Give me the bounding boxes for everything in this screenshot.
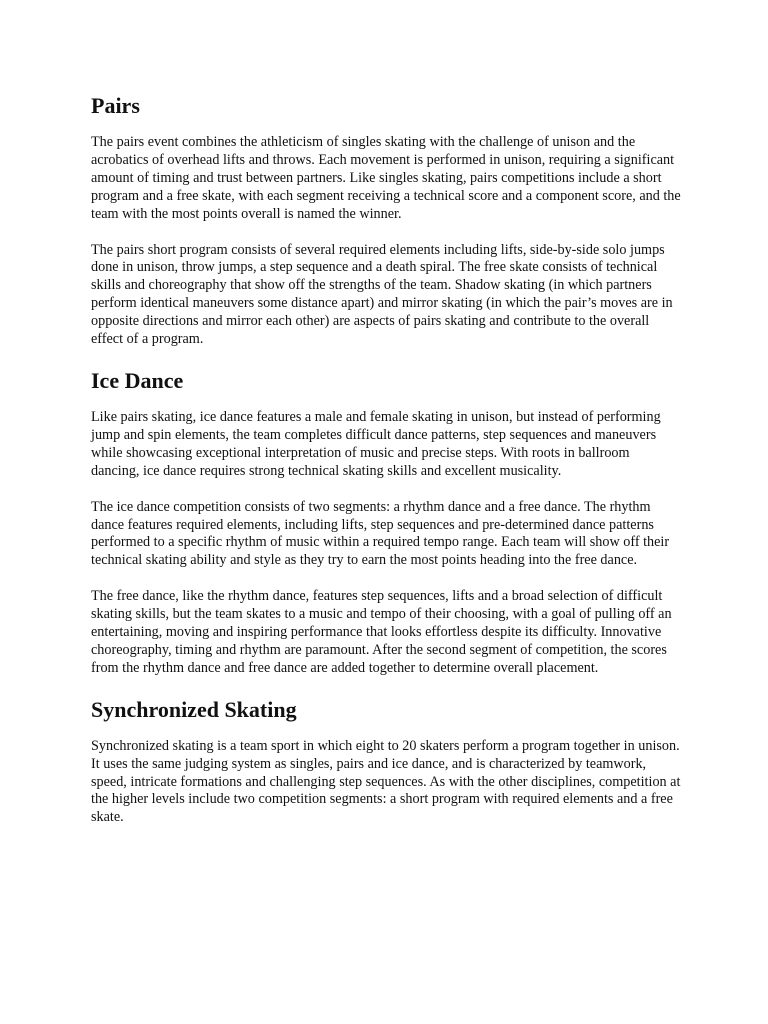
paragraph: The pairs short program consists of several required elements including lifts, side-by-side solo jumps done in unison, throw jumps, a step sequence and a death spiral. The free skate consists of technical skills and choreography that show off the strengths of the team. Shadow skating (in which partners perform identical maneuvers some distance apart) and mirror skating (in which the pair’s moves are in opposite directions and mirror each other) are aspects of pairs skating and contribute to the overall effect of a program. [91,241,673,348]
paragraph: The free dance, like the rhythm dance, features step sequences, lifts and a broad selection of difficult skating skills, but the team skates to a music and tempo of their choosing, with a goal of pulling off an entertaining, moving and inspiring performance that looks effortless despite its difficulty. Innovative choreography, timing and rhythm are paramount. After the second segment of competition, the scores from the rhythm dance and free dance are added together to determine overall placement. [91,588,672,676]
section-heading-ice-dance: Ice Dance [91,367,184,393]
section-heading-synchronized-skating: Synchronized Skating [91,696,297,722]
section-pairs [91,92,681,349]
paragraph: Like pairs skating, ice dance features a male and female skating in unison, but instead of performing jump and spin elements, the team completes difficult dance patterns, step sequences and maneuvers while showcasing exceptional interpretation of music and precise steps. With roots in ballroom dancing, ice dance requires strong technical skating skills and excellent musicality. [91,408,661,479]
section-synchronized-skating [91,696,681,828]
paragraph: Synchronized skating is a team sport in which eight to 20 skaters perform a program together in unison. It uses the same judging system as singles, pairs and ice dance, and is characterized by teamwork, speed, intricate formations and challenging step sequences. As with the other disciplines, competition at the higher levels include two competition segments: a short program with required elements and a free skate. [91,737,681,826]
section-heading-pairs: Pairs [91,93,140,118]
section-ice-dance [91,367,681,678]
paragraph: The pairs event combines the athleticism of singles skating with the challenge of unison and the acrobatics of overhead lifts and throws. Each movement is performed in unison, requiring a significant amount of timing and trust between partners. Like singles skating, pairs competitions include a short program and a free skate, with each segment receiving a technical score and a component score, and the team with the most points overall is named the winner. [91,134,681,222]
paragraph: The ice dance competition consists of two segments: a rhythm dance and a free dance. The rhythm dance features required elements, including lifts, step sequences and pre-determined dance patterns performed to a specific rhythm of music within a required tempo range. Each team will show off their technical skating ability and style as they try to earn the most points heading into the free dance. [91,498,670,569]
document-page [91,92,681,845]
